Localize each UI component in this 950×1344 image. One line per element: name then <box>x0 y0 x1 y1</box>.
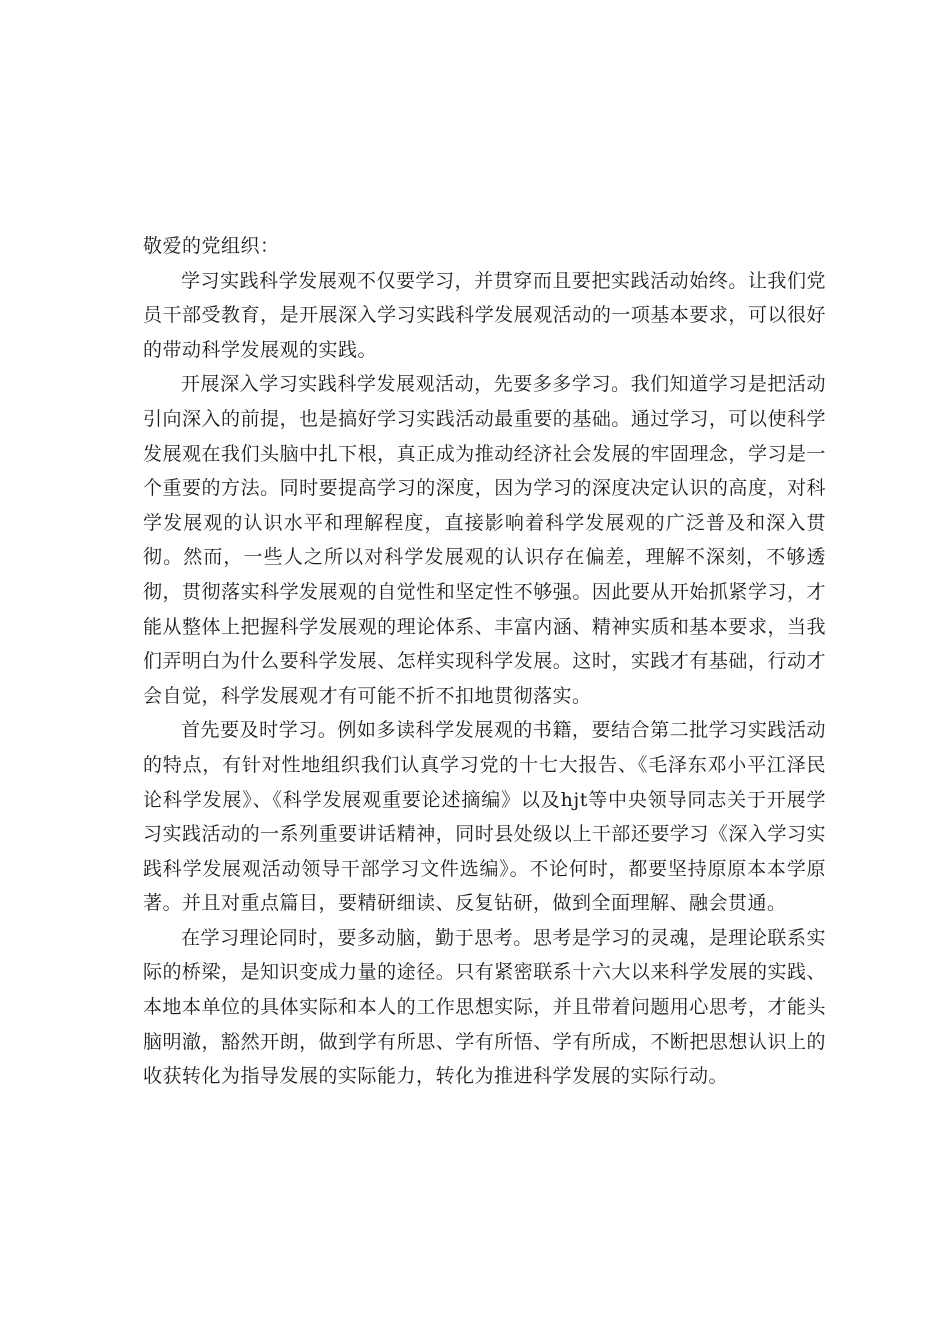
paragraph-1: 学习实践科学发展观不仅要学习，并贯穿而且要把实践活动始终。让我们党员干部受教育，是开展深入学习实践科学发展观活动的一项基本要求，可以很好的带动科学发展观的实践。 <box>143 269 826 361</box>
paragraph-2: 开展深入学习实践科学发展观活动，先要多多学习。我们知道学习是把活动引向深入的前提，也是搞好学习实践活动最重要的基础。通过学习，可以使科学发展观在我们头脑中扎下根，真正成为推动经济社会发展的牢固理念，学习是一个重要的方法。同时要提高学习的深度，因为学习的深度决定认识的高度，对科学发展观的认识水平和理解程度，直接影响着科学发展观的广泛普及和深入贯彻。然而，一些人之所以对科学发展观的认识存在偏差，理解不深刻，不够透彻，贯彻落实科学发展观的自觉性和坚定性不够强。因此要从开始抓紧学习，才能从整体上把握科学发展观的理论体系、丰富内涵、精神实质和基本要求，当我们弄明白为什么要科学发展、怎样实现科学发展。这时，实践才有基础，行动才会自觉，科学发展观才有可能不折不扣地贯彻落实。 <box>143 373 826 707</box>
paragraph-4: 在学习理论同时，要多动脑，勤于思考。思考是学习的灵魂，是理论联系实际的桥梁，是知识变成力量的途径。只有紧密联系十六大以来科学发展的实践、本地本单位的具体实际和本人的工作思想实际，并且带着问题用心思考，才能头脑明澈，豁然开朗，做到学有所思、学有所悟、学有所成，不断把思想认识上的收获转化为指导发展的实际能力，转化为推进科学发展的实际行动。 <box>143 926 826 1088</box>
document-body <box>143 229 826 1094</box>
salutation: 敬爱的党组织： <box>143 235 280 257</box>
paragraph-3: 首先要及时学习。例如多读科学发展观的书籍，要结合第二批学习实践活动的特点，有针对性地组织我们认真学习党的十七大报告、《毛泽东邓小平江泽民论科学发展》、《科学发展观重要论述摘编》以及hjt等中央领导同志关于开展学习实践活动的一系列重要讲话精神，同时县处级以上干部还要学习《深入学习实践科学发展观活动领导干部学习文件选编》。不论何时，都要坚持原原本本学原著。并且对重点篇目，要精研细读、反复钻研，做到全面理解、融会贯通。 <box>143 719 826 915</box>
